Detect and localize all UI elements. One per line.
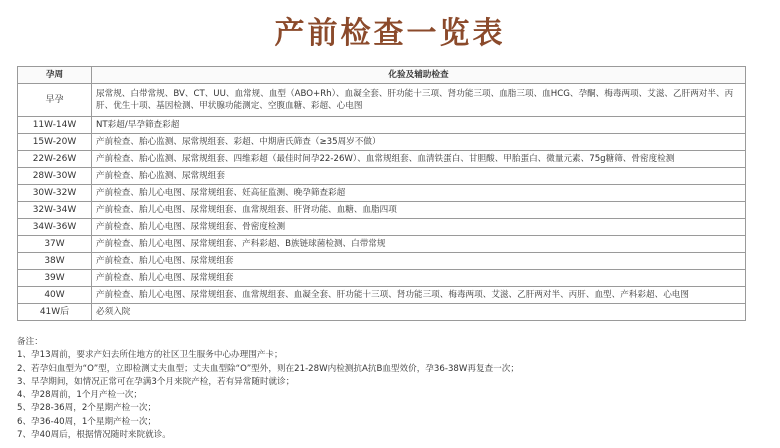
prenatal-exam-table	[17, 66, 746, 321]
week-cell: 11W-14W	[18, 117, 92, 134]
note-item: 7、孕40周后，根据情况随时来院就诊。	[17, 430, 171, 441]
page-title: 产前检查一览表	[274, 16, 506, 51]
note-item: 2、若孕妇血型为“O”型，立即检测丈夫血型；丈夫血型除“O”型外，则在21-28W内检测抗A抗B血型效价，孕36-38W再复查一次；	[17, 363, 519, 374]
exam-items-cell: 产前检查、胎儿心电图、尿常规组套、血常规组套、肝肾功能、血糖、血脂四项	[92, 202, 746, 219]
exam-items-cell: 产前检查、胎儿心电图、尿常规组套、产科彩超、B族链球菌检测、白带常规	[92, 236, 746, 253]
week-cell: 22W-26W	[18, 151, 92, 168]
exam-items-cell: 产前检查、胎儿心电图、尿常规组套	[92, 253, 746, 270]
table-row	[18, 253, 746, 270]
column-header-week: 孕周	[18, 67, 92, 84]
week-cell: 32W-34W	[18, 202, 92, 219]
note-item: 1、孕13周前，要求产妇去所住地方的社区卫生服务中心办理围产卡；	[17, 350, 283, 361]
week-cell: 30W-32W	[18, 185, 92, 202]
week-cell: 40W	[18, 287, 92, 304]
table-row	[18, 304, 746, 321]
exam-items-cell: 产前检查、胎心监测、尿常规组套	[92, 168, 746, 185]
week-cell: 28W-30W	[18, 168, 92, 185]
exam-items-cell: 产前检查、胎儿心电图、尿常规组套	[92, 270, 746, 287]
week-cell: 早孕	[18, 84, 92, 117]
table-row	[18, 168, 746, 185]
table-header-row	[18, 67, 746, 84]
table-row	[18, 134, 746, 151]
exam-items-cell: 必须入院	[92, 304, 746, 321]
table-row	[18, 151, 746, 168]
exam-items-cell: 尿常规、白带常规、BV、CT、UU、血常规、血型（ABO+Rh）、血凝全套、肝功能十三项、肾功能三项、血脂三项、血HCG、孕酮、梅毒两项、艾滋、乙肝两对半、丙肝、优生十项、基因检测、甲状腺功能测定、空腹血糖、彩超、心电图	[92, 84, 746, 117]
exam-items-cell: 产前检查、胎心监测、尿常规组套、四维彩超（最佳时间孕22-26W）、血常规组套、血清铁蛋白、甘胆酸、甲胎蛋白、微量元素、75g糖筛、骨密度检测	[92, 151, 746, 168]
table-row	[18, 236, 746, 253]
table-row	[18, 270, 746, 287]
week-cell: 38W	[18, 253, 92, 270]
table-row	[18, 185, 746, 202]
note-item: 6、孕36-40周，1个星期产检一次；	[17, 416, 157, 427]
week-cell: 39W	[18, 270, 92, 287]
table-row	[18, 117, 746, 134]
table-row	[18, 84, 746, 117]
week-cell: 34W-36W	[18, 219, 92, 236]
exam-items-cell: 产前检查、胎儿心电图、尿常规组套、血常规组套、血凝全套、肝功能十三项、肾功能三项、梅毒两项、艾滋、乙肝两对半、丙肝、血型、产科彩超、心电图	[92, 287, 746, 304]
week-cell: 37W	[18, 236, 92, 253]
note-item: 3、早孕期间，如情况正常可在孕满3个月来院产检，若有异常随时就诊；	[17, 376, 295, 387]
table-row	[18, 219, 746, 236]
week-cell: 41W后	[18, 304, 92, 321]
notes-heading: 备注：	[17, 337, 43, 347]
note-item: 5、孕28-36周，2个星期产检一次；	[17, 403, 157, 414]
week-cell: 15W-20W	[18, 134, 92, 151]
exam-items-cell: NT彩超/早孕筛查彩超	[92, 117, 746, 134]
exam-items-cell: 产前检查、胎儿心电图、尿常规组套、骨密度检测	[92, 219, 746, 236]
note-item: 4、孕28周前，1个月产检一次；	[17, 390, 142, 401]
exam-items-cell: 产前检查、胎儿心电图、尿常规组套、妊高征监测、晚孕筛查彩超	[92, 185, 746, 202]
notes-section	[17, 336, 767, 442]
column-header-exams: 化验及辅助检查	[92, 67, 746, 84]
exam-items-cell: 产前检查、胎心监测、尿常规组套、彩超、中期唐氏筛查（≥35周岁不做）	[92, 134, 746, 151]
table-row	[18, 287, 746, 304]
table-row	[18, 202, 746, 219]
